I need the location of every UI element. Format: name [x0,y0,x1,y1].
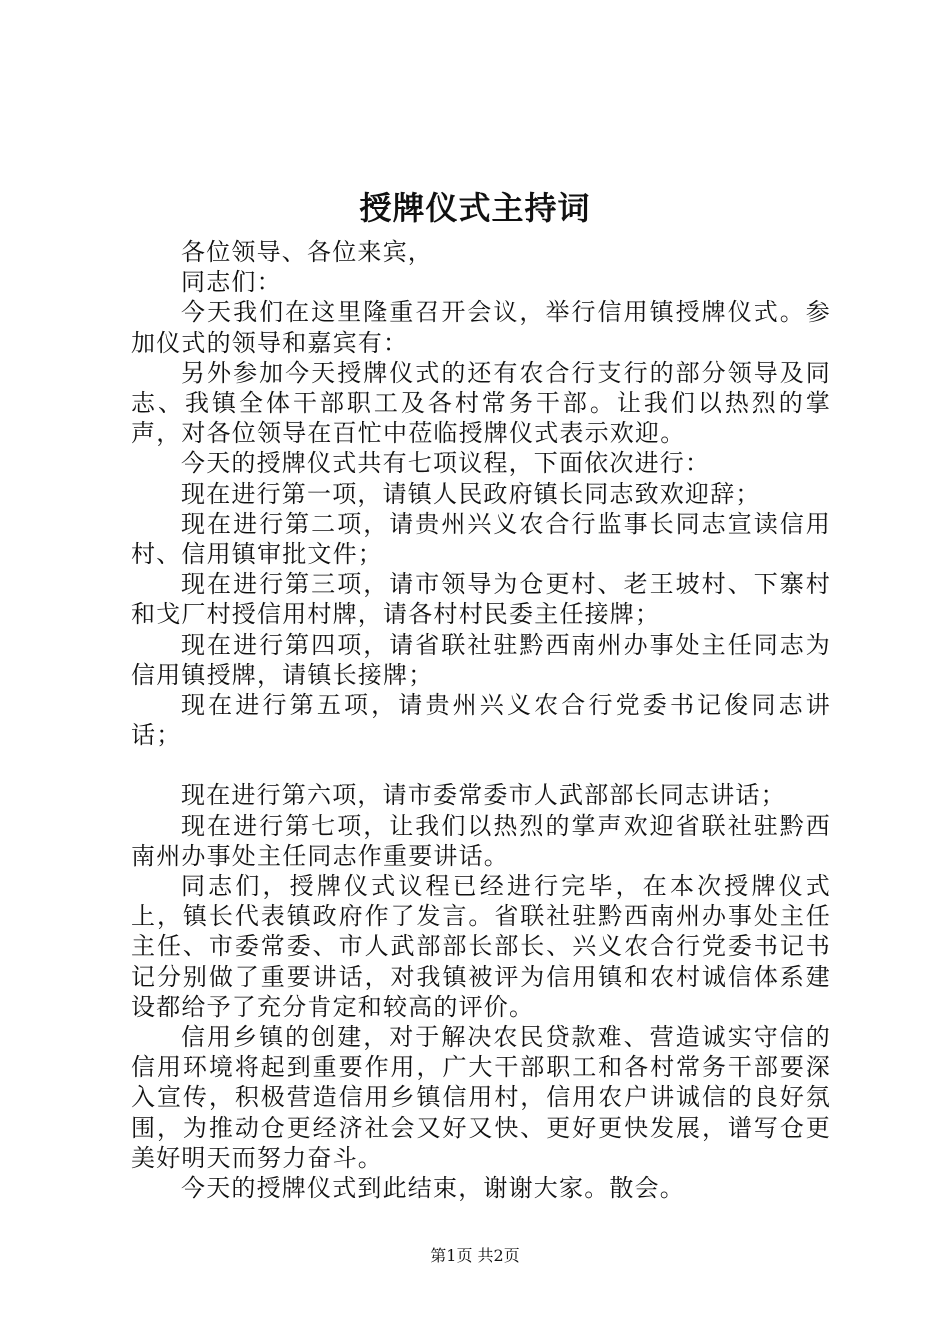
paragraph-item-6: 现在进行第六项，请市委常委市人武部部长同志讲话； [181,781,786,810]
paragraph-item-7: 现在进行第七项，让我们以热烈的掌声欢迎省联社驻黔西南州办事处主任同志作重要讲话。 [131,811,831,870]
paragraph-summary: 同志们，授牌仪式议程已经进行完毕，在本次授牌仪式上，镇长代表镇政府作了发言。省联社驻黔西南州办事处主任主任、市委常委、市人武部部长部长、兴义农合行党委书记书记分别做了重要讲话，对我镇被评为信用镇和农村诚信体系建设都给予了充分肯定和较高的评价。 [131,872,831,1021]
document-title: 授牌仪式主持词 [359,189,591,227]
paragraph-item-4: 现在进行第四项，请省联社驻黔西南州办事处主任同志为信用镇授牌，请镇长接牌； [131,630,831,689]
paragraph-comrades: 同志们： [181,268,282,297]
paragraph-greeting: 各位领导、各位来宾， [181,238,433,266]
paragraph-item-5: 现在进行第五项，请贵州兴义农合行党委书记俊同志讲话； [131,691,831,750]
paragraph-item-3: 现在进行第三项，请市领导为仓更村、老王坡村、下寨村和戈厂村授信用村牌，请各村村民委主任接牌； [131,570,831,629]
page-number: 第1页 共2页 [430,1246,520,1265]
document-body [131,237,831,1203]
paragraph-opening: 今天我们在这里隆重召开会议，举行信用镇授牌仪式。参加仪式的领导和嘉宾有： [131,298,831,357]
paragraph-welcome: 另外参加今天授牌仪式的还有农合行支行的部分领导及同志、我镇全体干部职工及各村常务干部。让我们以热烈的掌声，对各位领导在百忙中莅临授牌仪式表示欢迎。 [131,358,831,448]
paragraph-item-1: 现在进行第一项，请镇人民政府镇长同志致欢迎辞； [181,479,761,508]
paragraph-agenda-intro: 今天的授牌仪式共有七项议程，下面依次进行： [181,449,711,478]
paragraph-credit-towns: 信用乡镇的创建，对于解决农民贷款难、营造诚实守信的信用环境将起到重要作用，广大干部职工和各村常务干部要深入宣传，积极营造信用乡镇信用村，信用农户讲诚信的良好氛围，为推动仓更经济社会又好又快、更好更快发展，谱写仓更美好明天而努力奋斗。 [131,1023,831,1172]
paragraph-closing: 今天的授牌仪式到此结束，谢谢大家。散会。 [181,1174,685,1203]
paragraph-item-2: 现在进行第二项，请贵州兴义农合行监事长同志宣读信用村、信用镇审批文件； [131,509,831,569]
